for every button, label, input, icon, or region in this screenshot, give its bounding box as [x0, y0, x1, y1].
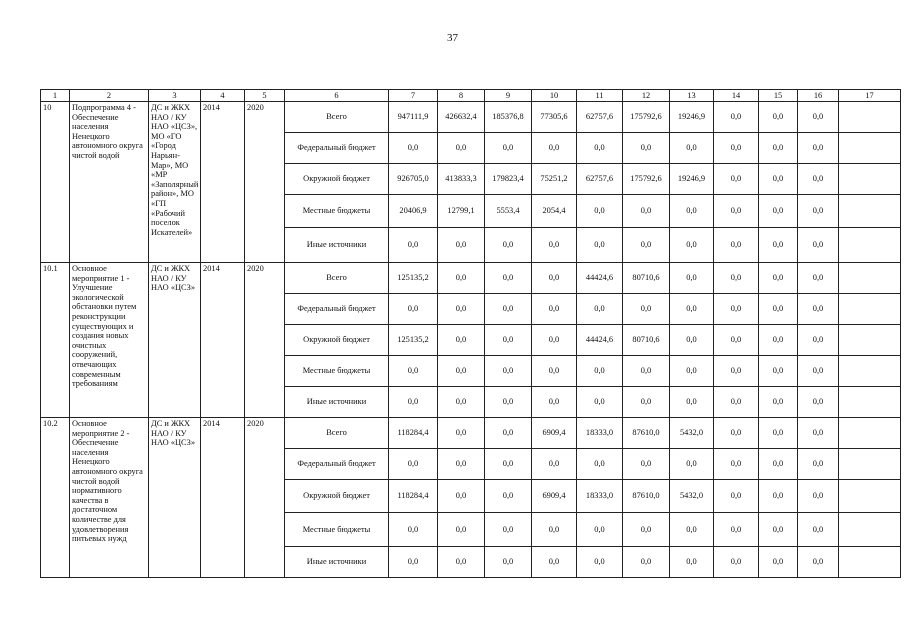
amount-cell: 0,0 [389, 133, 438, 164]
column-number-cell: 14 [714, 90, 759, 102]
amount-cell: 0,0 [623, 294, 670, 325]
amount-cell: 0,0 [389, 356, 438, 387]
column-number-cell: 11 [577, 90, 623, 102]
amount-cell: 87610,0 [623, 480, 670, 513]
amount-cell: 0,0 [714, 325, 759, 356]
amount-cell: 0,0 [759, 418, 798, 449]
amount-cell: 0,0 [485, 418, 532, 449]
amount-cell: 0,0 [714, 102, 759, 133]
table-row [41, 263, 901, 294]
amount-cell: 0,0 [714, 294, 759, 325]
amount-cell: 2054,4 [532, 195, 577, 228]
column-number-cell: 12 [623, 90, 670, 102]
amount-cell: 0,0 [798, 356, 839, 387]
amount-cell: 0,0 [438, 228, 485, 263]
start-year-cell: 2014 [201, 102, 245, 263]
empty-cell [839, 449, 901, 480]
column-number-cell: 10 [532, 90, 577, 102]
empty-cell [839, 480, 901, 513]
amount-cell: 6909,4 [532, 418, 577, 449]
amount-cell: 0,0 [670, 195, 714, 228]
amount-cell: 0,0 [714, 449, 759, 480]
funding-source-cell: Иные источники [285, 547, 389, 578]
funding-source-cell: Федеральный бюджет [285, 133, 389, 164]
amount-cell: 0,0 [714, 418, 759, 449]
column-number-cell: 3 [149, 90, 201, 102]
executor-cell: ДС и ЖКХ НАО / КУ НАО «ЦСЗ» [149, 263, 201, 418]
amount-cell: 118284,4 [389, 418, 438, 449]
event-name-cell: Основное мероприятие 2 - Обеспечение населения Ненецкого автономного округа чистой водой нормативного качества в достаточном количестве для удовлетворения питьевых нужд [70, 418, 149, 578]
empty-cell [839, 195, 901, 228]
amount-cell: 6909,4 [532, 480, 577, 513]
amount-cell: 0,0 [714, 263, 759, 294]
amount-cell: 0,0 [798, 480, 839, 513]
amount-cell: 0,0 [532, 133, 577, 164]
amount-cell: 0,0 [759, 263, 798, 294]
amount-cell: 0,0 [670, 294, 714, 325]
amount-cell: 0,0 [759, 325, 798, 356]
amount-cell: 0,0 [577, 449, 623, 480]
amount-cell: 19246,9 [670, 102, 714, 133]
amount-cell: 0,0 [485, 294, 532, 325]
amount-cell: 0,0 [438, 325, 485, 356]
table-row [41, 418, 901, 449]
funding-source-cell: Всего [285, 418, 389, 449]
amount-cell: 0,0 [759, 449, 798, 480]
amount-cell: 12799,1 [438, 195, 485, 228]
amount-cell: 0,0 [623, 513, 670, 547]
amount-cell: 0,0 [714, 228, 759, 263]
amount-cell: 0,0 [389, 387, 438, 418]
amount-cell: 0,0 [623, 228, 670, 263]
start-year-cell: 2014 [201, 263, 245, 418]
amount-cell: 426632,4 [438, 102, 485, 133]
amount-cell: 80710,6 [623, 263, 670, 294]
row-number-cell: 10.1 [41, 263, 70, 418]
amount-cell: 0,0 [532, 294, 577, 325]
amount-cell: 0,0 [577, 387, 623, 418]
amount-cell: 0,0 [759, 356, 798, 387]
amount-cell: 179823,4 [485, 164, 532, 195]
amount-cell: 0,0 [577, 228, 623, 263]
amount-cell: 0,0 [798, 513, 839, 547]
amount-cell: 0,0 [577, 195, 623, 228]
amount-cell: 44424,6 [577, 263, 623, 294]
amount-cell: 0,0 [798, 164, 839, 195]
amount-cell: 0,0 [438, 418, 485, 449]
amount-cell: 0,0 [438, 480, 485, 513]
amount-cell: 0,0 [798, 449, 839, 480]
funding-source-cell: Федеральный бюджет [285, 449, 389, 480]
amount-cell: 0,0 [670, 133, 714, 164]
amount-cell: 0,0 [532, 387, 577, 418]
amount-cell: 0,0 [714, 547, 759, 578]
amount-cell: 0,0 [714, 480, 759, 513]
amount-cell: 0,0 [485, 547, 532, 578]
amount-cell: 0,0 [389, 547, 438, 578]
amount-cell: 0,0 [798, 387, 839, 418]
amount-cell: 0,0 [759, 513, 798, 547]
funding-source-cell: Федеральный бюджет [285, 294, 389, 325]
amount-cell: 62757,6 [577, 164, 623, 195]
amount-cell: 0,0 [485, 387, 532, 418]
amount-cell: 175792,6 [623, 102, 670, 133]
amount-cell: 0,0 [798, 418, 839, 449]
amount-cell: 77305,6 [532, 102, 577, 133]
funding-source-cell: Иные источники [285, 228, 389, 263]
amount-cell: 413833,3 [438, 164, 485, 195]
amount-cell: 0,0 [670, 547, 714, 578]
column-number-cell: 7 [389, 90, 438, 102]
amount-cell: 0,0 [577, 294, 623, 325]
funding-source-cell: Окружной бюджет [285, 164, 389, 195]
amount-cell: 0,0 [714, 356, 759, 387]
amount-cell: 0,0 [577, 356, 623, 387]
amount-cell: 0,0 [389, 294, 438, 325]
amount-cell: 5432,0 [670, 480, 714, 513]
column-number-cell: 1 [41, 90, 70, 102]
amount-cell: 0,0 [759, 480, 798, 513]
column-number-cell: 13 [670, 90, 714, 102]
funding-source-cell: Иные источники [285, 387, 389, 418]
funding-source-cell: Окружной бюджет [285, 480, 389, 513]
amount-cell: 0,0 [670, 387, 714, 418]
amount-cell: 0,0 [798, 263, 839, 294]
amount-cell: 947111,9 [389, 102, 438, 133]
empty-cell [839, 547, 901, 578]
amount-cell: 0,0 [532, 325, 577, 356]
table-row [41, 102, 901, 133]
end-year-cell: 2020 [245, 102, 285, 263]
amount-cell: 0,0 [438, 513, 485, 547]
empty-cell [839, 294, 901, 325]
amount-cell: 0,0 [670, 263, 714, 294]
executor-cell: ДС и ЖКХ НАО / КУ НАО «ЦСЗ», МО «ГО «Город Нарьян-Мар», МО «МР «Заполярный район», МО «ГП «Рабочий поселок Искателей» [149, 102, 201, 263]
amount-cell: 0,0 [485, 480, 532, 513]
amount-cell: 0,0 [623, 356, 670, 387]
amount-cell: 0,0 [577, 513, 623, 547]
amount-cell: 0,0 [759, 387, 798, 418]
amount-cell: 0,0 [670, 356, 714, 387]
column-number-cell: 5 [245, 90, 285, 102]
column-number-cell: 16 [798, 90, 839, 102]
funding-source-cell: Местные бюджеты [285, 356, 389, 387]
amount-cell: 44424,6 [577, 325, 623, 356]
amount-cell: 20406,9 [389, 195, 438, 228]
amount-cell: 0,0 [438, 547, 485, 578]
amount-cell: 0,0 [798, 102, 839, 133]
funding-source-cell: Местные бюджеты [285, 513, 389, 547]
column-number-cell: 2 [70, 90, 149, 102]
row-number-cell: 10 [41, 102, 70, 263]
empty-cell [839, 228, 901, 263]
amount-cell: 926705,0 [389, 164, 438, 195]
amount-cell: 0,0 [798, 294, 839, 325]
amount-cell: 0,0 [485, 263, 532, 294]
event-name-cell: Основное мероприятие 1 - Улучшение экологической обстановки путем реконструкции существующих и создания новых очистных сооружений, отвечающих современным требованиям [70, 263, 149, 418]
amount-cell: 0,0 [485, 449, 532, 480]
amount-cell: 0,0 [532, 228, 577, 263]
amount-cell: 0,0 [798, 133, 839, 164]
amount-cell: 0,0 [532, 547, 577, 578]
amount-cell: 0,0 [532, 449, 577, 480]
amount-cell: 0,0 [798, 325, 839, 356]
amount-cell: 0,0 [714, 164, 759, 195]
amount-cell: 0,0 [670, 325, 714, 356]
amount-cell: 0,0 [485, 513, 532, 547]
amount-cell: 0,0 [532, 513, 577, 547]
amount-cell: 0,0 [623, 133, 670, 164]
amount-cell: 0,0 [623, 387, 670, 418]
amount-cell: 0,0 [485, 133, 532, 164]
funding-source-cell: Местные бюджеты [285, 195, 389, 228]
amount-cell: 0,0 [759, 164, 798, 195]
amount-cell: 0,0 [798, 547, 839, 578]
amount-cell: 0,0 [485, 228, 532, 263]
amount-cell: 125135,2 [389, 263, 438, 294]
empty-cell [839, 263, 901, 294]
amount-cell: 0,0 [623, 195, 670, 228]
amount-cell: 0,0 [670, 513, 714, 547]
page-number: 37 [447, 32, 458, 44]
amount-cell: 0,0 [759, 195, 798, 228]
funding-source-cell: Всего [285, 263, 389, 294]
column-number-cell: 4 [201, 90, 245, 102]
amount-cell: 0,0 [798, 228, 839, 263]
executor-cell: ДС и ЖКХ НАО / КУ НАО «ЦСЗ» [149, 418, 201, 578]
amount-cell: 0,0 [389, 228, 438, 263]
amount-cell: 0,0 [389, 449, 438, 480]
amount-cell: 0,0 [798, 195, 839, 228]
start-year-cell: 2014 [201, 418, 245, 578]
amount-cell: 18333,0 [577, 480, 623, 513]
amount-cell: 175792,6 [623, 164, 670, 195]
empty-cell [839, 387, 901, 418]
end-year-cell: 2020 [245, 418, 285, 578]
amount-cell: 0,0 [714, 387, 759, 418]
amount-cell: 0,0 [759, 228, 798, 263]
amount-cell: 0,0 [438, 449, 485, 480]
amount-cell: 80710,6 [623, 325, 670, 356]
amount-cell: 0,0 [759, 547, 798, 578]
amount-cell: 0,0 [438, 387, 485, 418]
amount-cell: 0,0 [714, 133, 759, 164]
amount-cell: 5432,0 [670, 418, 714, 449]
amount-cell: 0,0 [438, 133, 485, 164]
empty-cell [839, 102, 901, 133]
program-finance-table [40, 89, 901, 578]
amount-cell: 0,0 [485, 325, 532, 356]
amount-cell: 0,0 [670, 449, 714, 480]
funding-source-cell: Окружной бюджет [285, 325, 389, 356]
amount-cell: 0,0 [438, 356, 485, 387]
row-number-cell: 10.2 [41, 418, 70, 578]
empty-cell [839, 356, 901, 387]
empty-cell [839, 418, 901, 449]
amount-cell: 87610,0 [623, 418, 670, 449]
amount-cell: 0,0 [714, 195, 759, 228]
amount-cell: 0,0 [532, 356, 577, 387]
column-number-row [41, 90, 901, 102]
amount-cell: 0,0 [759, 102, 798, 133]
column-number-cell: 8 [438, 90, 485, 102]
amount-cell: 118284,4 [389, 480, 438, 513]
amount-cell: 0,0 [714, 513, 759, 547]
amount-cell: 0,0 [670, 228, 714, 263]
empty-cell [839, 325, 901, 356]
empty-cell [839, 513, 901, 547]
amount-cell: 0,0 [485, 356, 532, 387]
amount-cell: 0,0 [438, 294, 485, 325]
amount-cell: 0,0 [759, 294, 798, 325]
amount-cell: 19246,9 [670, 164, 714, 195]
column-number-cell: 6 [285, 90, 389, 102]
amount-cell: 18333,0 [577, 418, 623, 449]
amount-cell: 0,0 [623, 547, 670, 578]
end-year-cell: 2020 [245, 263, 285, 418]
empty-cell [839, 164, 901, 195]
funding-source-cell: Всего [285, 102, 389, 133]
column-number-cell: 17 [839, 90, 901, 102]
amount-cell: 62757,6 [577, 102, 623, 133]
amount-cell: 0,0 [759, 133, 798, 164]
column-number-cell: 9 [485, 90, 532, 102]
amount-cell: 185376,8 [485, 102, 532, 133]
amount-cell: 0,0 [623, 449, 670, 480]
event-name-cell: Подпрограмма 4 - Обеспечение населения Ненецкого автономного округа чистой водой [70, 102, 149, 263]
amount-cell: 0,0 [532, 263, 577, 294]
amount-cell: 75251,2 [532, 164, 577, 195]
amount-cell: 0,0 [577, 547, 623, 578]
empty-cell [839, 133, 901, 164]
amount-cell: 0,0 [438, 263, 485, 294]
amount-cell: 0,0 [389, 513, 438, 547]
column-number-cell: 15 [759, 90, 798, 102]
amount-cell: 125135,2 [389, 325, 438, 356]
amount-cell: 5553,4 [485, 195, 532, 228]
amount-cell: 0,0 [577, 133, 623, 164]
